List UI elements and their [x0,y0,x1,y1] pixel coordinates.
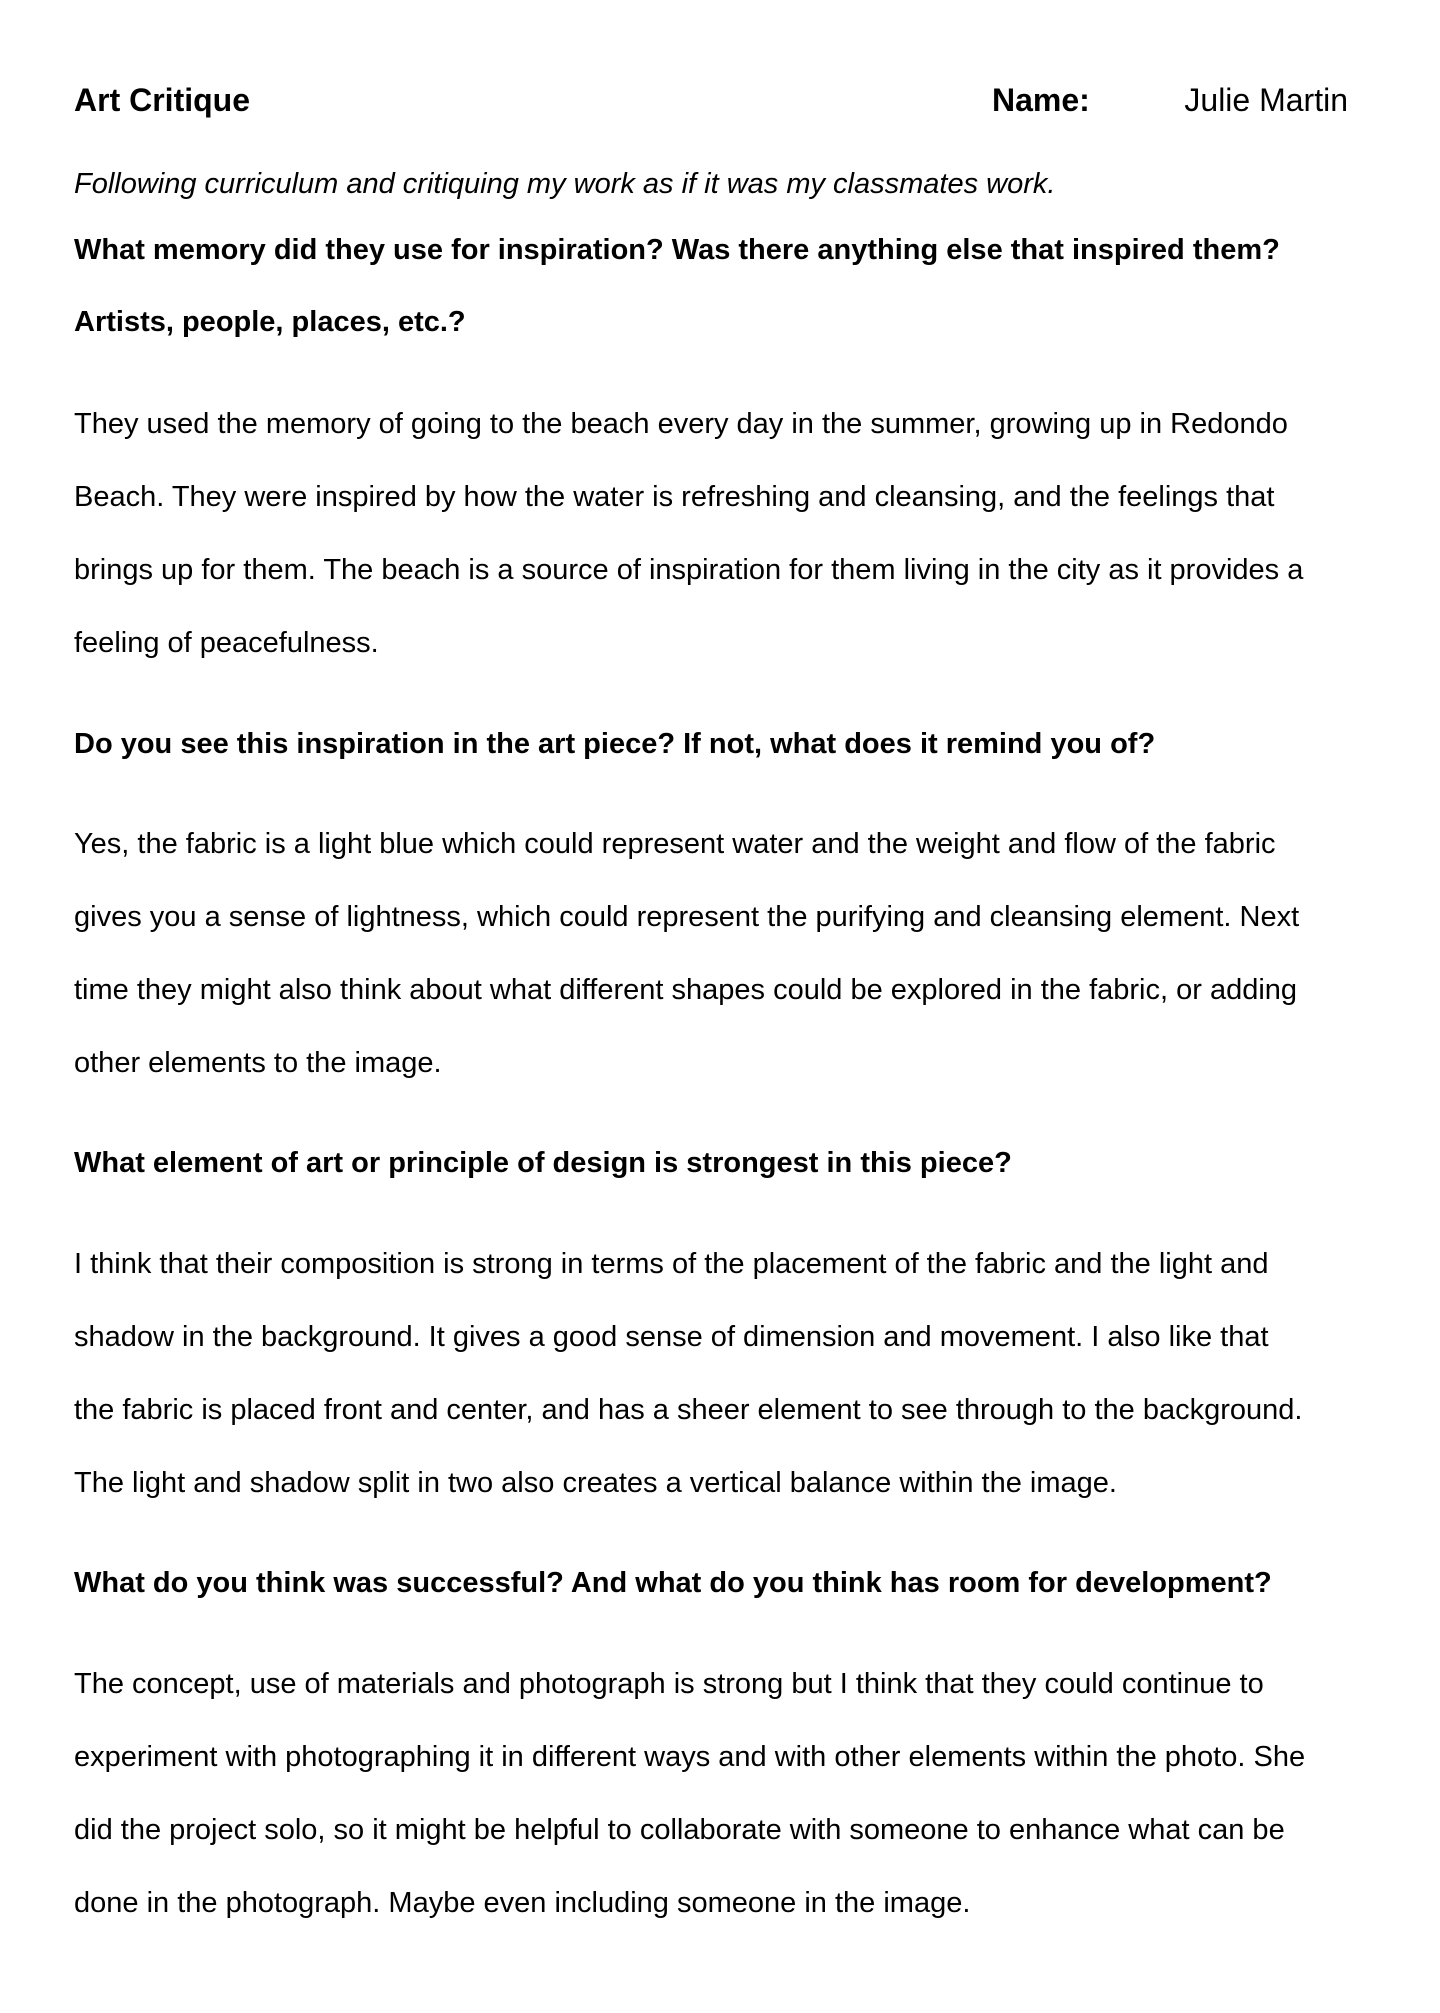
answer-4 [74,1648,1374,1940]
question-4 [74,1547,1374,1619]
document-header [74,78,1348,122]
answer-1-line-4: feeling of peacefulness. [74,627,379,659]
document-subtitle: Following curriculum and critiquing my work as if it was my classmates work. [74,168,1056,200]
answer-1 [74,388,1374,680]
answer-2 [74,808,1374,1100]
document-title: Art Critique [74,82,250,118]
answer-3-line-4: The light and shadow split in two also creates a vertical balance within the image. [74,1467,1117,1499]
question-2-line-1: Do you see this inspiration in the art piece? If not, what does it remind you of? [74,728,1156,760]
question-4-line-1: What do you think was successful? And what do you think has room for development? [74,1567,1272,1599]
question-3-line-1: What element of art or principle of design is strongest in this piece? [74,1147,1012,1179]
answer-1-line-1: They used the memory of going to the beach every day in the summer, growing up in Redondo [74,408,1288,440]
answer-3-line-2: shadow in the background. It gives a good sense of dimension and movement. I also like that [74,1321,1269,1353]
answer-4-line-1: The concept, use of materials and photograph is strong but I think that they could continue to [74,1668,1264,1700]
answer-3-line-3: the fabric is placed front and center, and has a sheer element to see through to the background. [74,1394,1303,1426]
answer-1-line-2: Beach. They were inspired by how the water is refreshing and cleansing, and the feelings that [74,481,1275,513]
question-1 [74,214,1374,358]
answer-4-line-3: did the project solo, so it might be helpful to collaborate with someone to enhance what can be [74,1814,1285,1846]
answer-2-line-1: Yes, the fabric is a light blue which could represent water and the weight and flow of the fabric [74,828,1276,860]
answer-2-line-4: other elements to the image. [74,1047,442,1079]
question-1-line-1: What memory did they use for inspiration? Was there anything else that inspired them? [74,234,1280,266]
answer-1-line-3: brings up for them. The beach is a source of inspiration for them living in the city as it provides a [74,554,1304,586]
question-1-line-2: Artists, people, places, etc.? [74,306,466,338]
answer-3-line-1: I think that their composition is strong in terms of the placement of the fabric and the light and [74,1248,1269,1280]
answer-4-line-2: experiment with photographing it in different ways and with other elements within the photo. She [74,1741,1306,1773]
answer-2-line-2: gives you a sense of lightness, which could represent the purifying and cleansing element. Next [74,901,1300,933]
name-label: Name: [992,82,1090,118]
question-2 [74,708,1374,780]
student-name: Julie Martin [1184,82,1348,118]
answer-3 [74,1228,1374,1520]
answer-4-line-4: done in the photograph. Maybe even including someone in the image. [74,1887,971,1919]
question-3 [74,1127,1374,1199]
answer-2-line-3: time they might also think about what different shapes could be explored in the fabric, or adding [74,974,1298,1006]
